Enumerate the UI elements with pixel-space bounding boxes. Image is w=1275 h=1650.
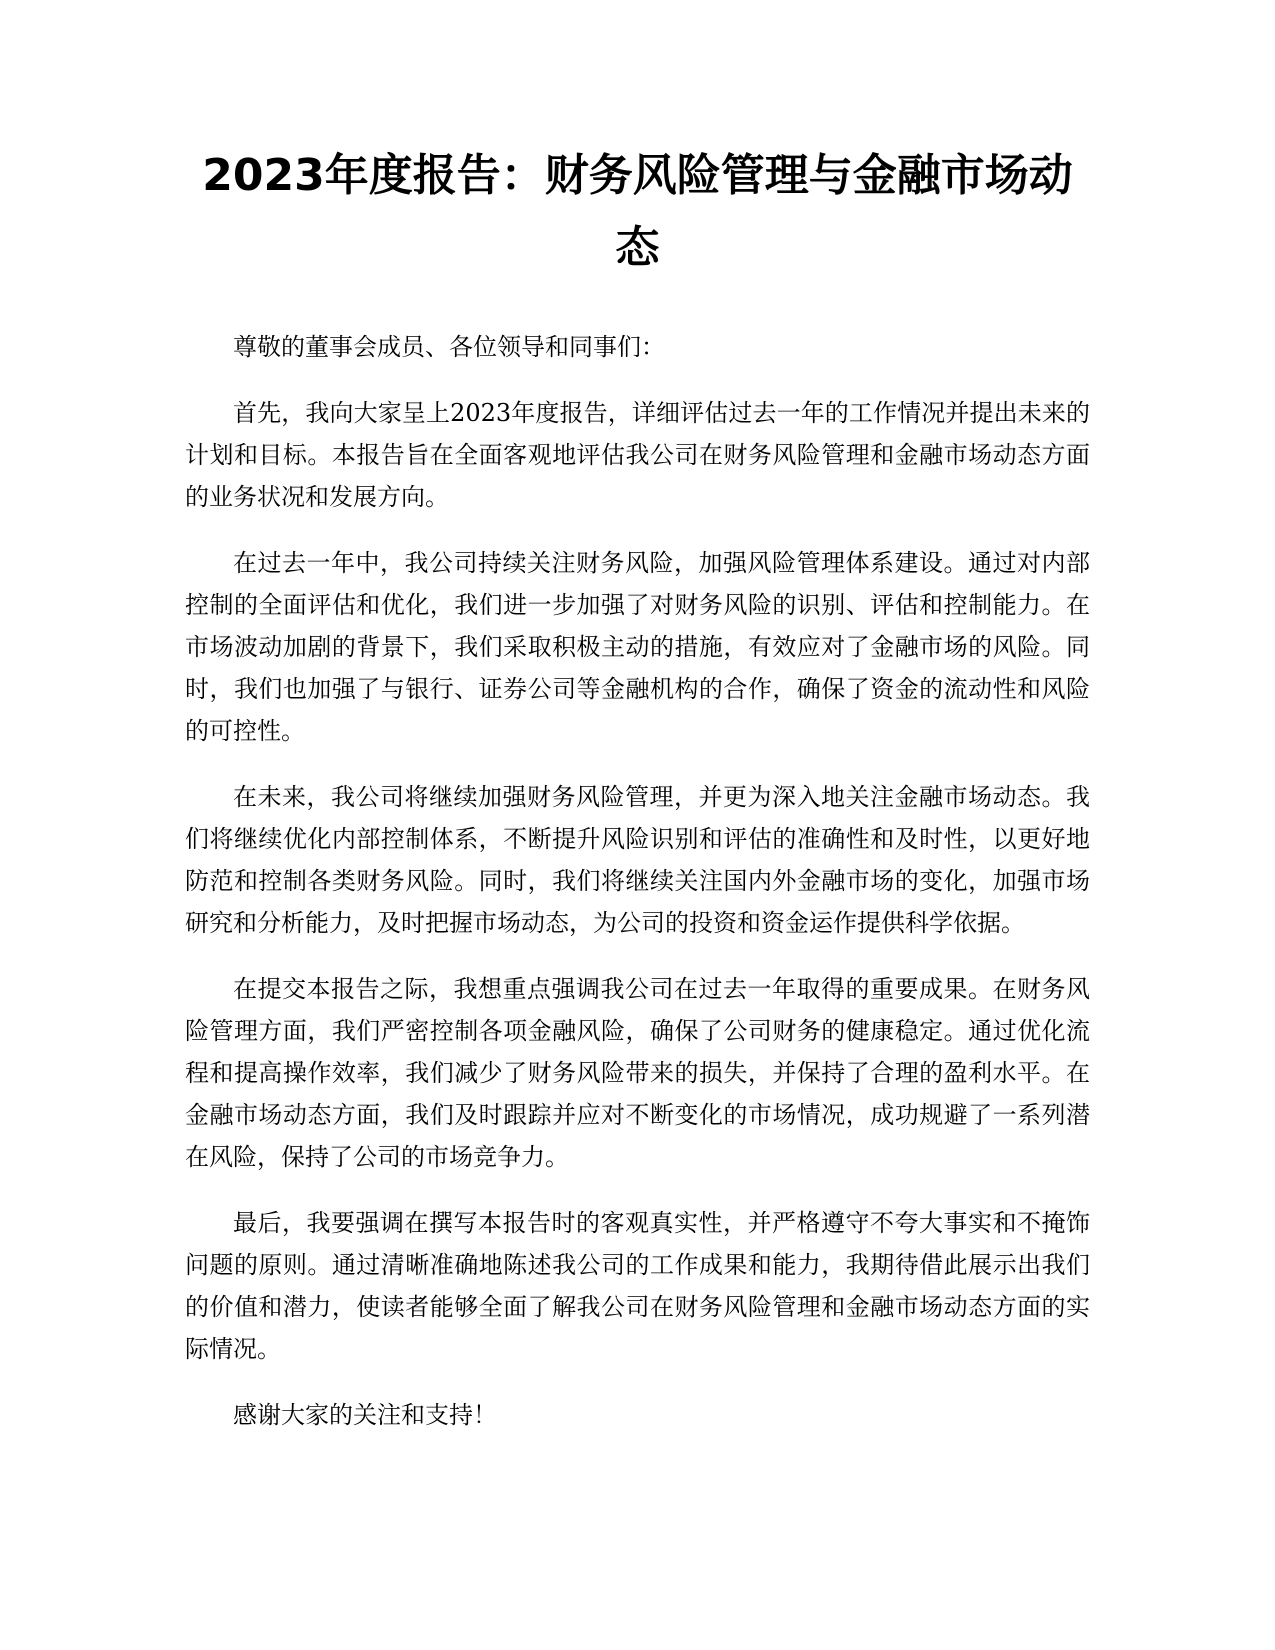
document-page <box>185 0 1090 1650</box>
document-title: 2023年度报告：财务风险管理与金融市场动态 <box>202 150 1073 273</box>
body-paragraph: 在过去一年中，我公司持续关注财务风险，加强风险管理体系建设。通过对内部控制的全面评估和优化，我们进一步加强了对财务风险的识别、评估和控制能力。在市场波动加剧的背景下，我们采取积极主动的措施，有效应对了金融市场的风险。同时，我们也加强了与银行、证券公司等金融机构的合作，确保了资金的流动性和风险的可控性。 <box>185 549 1090 745</box>
salutation-paragraph: 尊敬的董事会成员、各位领导和同事们： <box>233 333 665 361</box>
body-paragraph: 首先，我向大家呈上2023年度报告，详细评估过去一年的工作情况并提出未来的计划和目标。本报告旨在全面客观地评估我公司在财务风险管理和金融市场动态方面的业务状况和发展方向。 <box>185 399 1090 511</box>
body-paragraph: 在提交本报告之际，我想重点强调我公司在过去一年取得的重要成果。在财务风险管理方面，我们严密控制各项金融风险，确保了公司财务的健康稳定。通过优化流程和提高操作效率，我们减少了财务风险带来的损失，并保持了合理的盈利水平。在金融市场动态方面，我们及时跟踪并应对不断变化的市场情况，成功规避了一系列潜在风险，保持了公司的市场竞争力。 <box>185 975 1090 1171</box>
body-paragraph: 在未来，我公司将继续加强财务风险管理，并更为深入地关注金融市场动态。我们将继续优化内部控制体系，不断提升风险识别和评估的准确性和及时性，以更好地防范和控制各类财务风险。同时，我们将继续关注国内外金融市场的变化，加强市场研究和分析能力，及时把握市场动态，为公司的投资和资金运作提供科学依据。 <box>185 783 1090 937</box>
closing-paragraph: 感谢大家的关注和支持！ <box>233 1401 497 1429</box>
document-body <box>185 326 1090 1436</box>
body-paragraph: 最后，我要强调在撰写本报告时的客观真实性，并严格遵守不夸大事实和不掩饰问题的原则。通过清晰准确地陈述我公司的工作成果和能力，我期待借此展示出我们的价值和潜力，使读者能够全面了解我公司在财务风险管理和金融市场动态方面的实际情况。 <box>185 1209 1090 1363</box>
